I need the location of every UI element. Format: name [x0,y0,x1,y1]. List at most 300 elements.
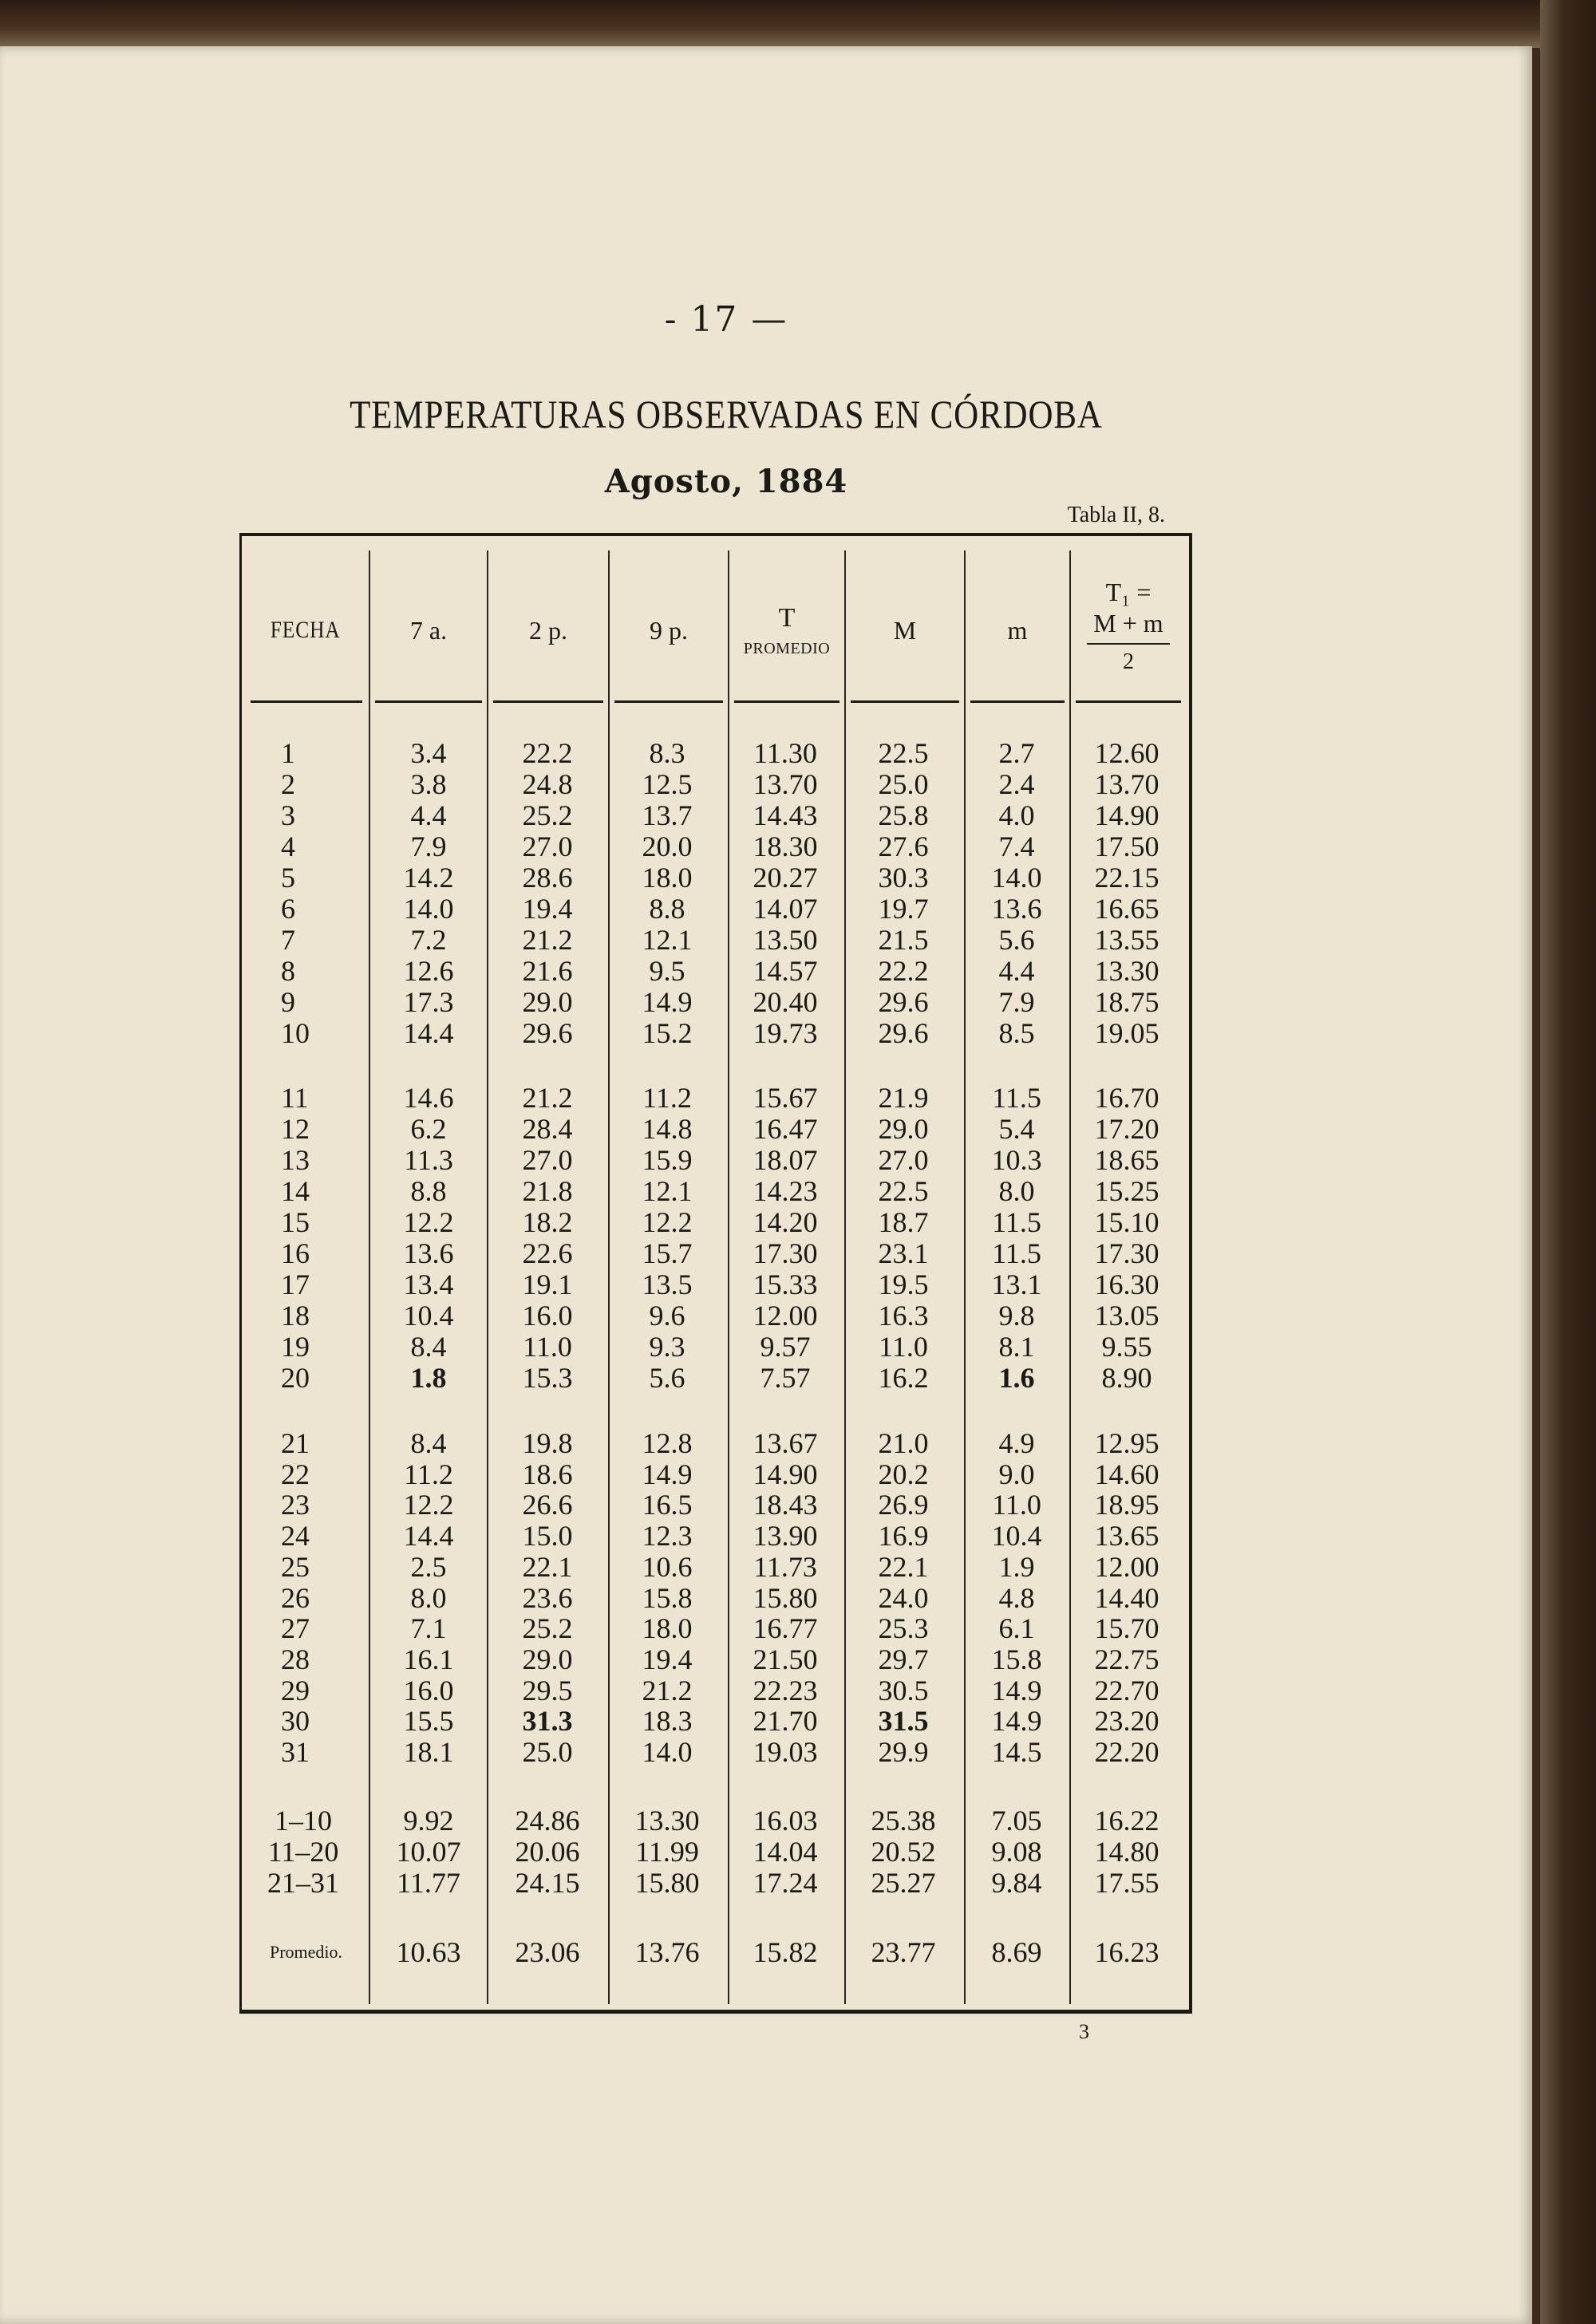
value-cell: 8.4 [410,1331,447,1363]
value-cell: 11.2 [404,1458,453,1490]
value-cell: 18.7 [878,1206,929,1238]
value-cell: 21.0 [878,1427,929,1459]
value-cell: 24.15 [515,1867,580,1899]
value-cell: 18.1 [403,1736,454,1768]
value-cell: 13.90 [753,1520,818,1553]
value-cell: 21.70 [753,1705,818,1738]
table-reference: Tabla II, 8. [1067,503,1165,527]
fecha-cell: 28 [281,1643,310,1675]
fecha-cell: 13 [281,1144,310,1176]
value-cell: 5.4 [998,1113,1035,1145]
value-cell: 13.65 [1094,1520,1159,1553]
value-cell: 13.6 [403,1237,454,1269]
value-cell: 13.30 [1094,955,1159,987]
value-cell: 19.4 [642,1643,693,1675]
header-t1-line3: 2 [1123,649,1134,674]
value-cell: 11.3 [404,1144,453,1176]
value-cell: 1.6 [998,1362,1035,1394]
value-cell: 16.70 [1094,1082,1159,1114]
value-cell: 21.2 [522,1082,573,1114]
value-cell: 29.7 [878,1643,929,1675]
value-cell: 20.0 [642,831,693,862]
value-cell: 14.40 [1094,1581,1159,1614]
header-rule [375,700,482,703]
value-cell: 5.6 [649,1362,685,1394]
value-cell: 14.20 [753,1206,818,1238]
value-cell: 3.8 [410,768,447,800]
value-cell: 16.23 [1094,1936,1159,1968]
fecha-cell: 21 [281,1427,310,1459]
value-cell: 19.1 [522,1269,573,1300]
value-cell: 14.5 [991,1736,1042,1768]
value-cell: 24.0 [878,1581,929,1614]
value-cell: 29.0 [878,1113,929,1145]
value-cell: 14.9 [642,986,693,1018]
header-rule [851,700,959,703]
value-cell: 14.0 [991,862,1042,894]
value-cell: 15.82 [753,1936,818,1968]
fecha-cell: 23 [281,1489,310,1521]
value-cell: 11.5 [992,1237,1041,1269]
value-cell: 25.3 [878,1612,929,1645]
header-min [967,598,1068,662]
value-cell: 12.3 [642,1520,693,1553]
value-cell: 29.9 [878,1736,929,1768]
value-cell: 22.2 [522,737,573,769]
value-cell: 13.7 [642,799,693,831]
header-fecha [243,598,367,662]
fecha-cell: 7 [281,924,295,956]
value-cell: 20.06 [515,1836,580,1868]
value-cell: 16.5 [642,1489,693,1521]
fecha-cell: 19 [281,1331,310,1363]
value-cell: 15.3 [522,1362,573,1394]
value-cell: 17.24 [753,1867,818,1899]
header-t-promedio [731,598,843,662]
value-cell: 18.75 [1094,986,1159,1018]
column-divider [728,550,729,2004]
value-cell: 15.80 [634,1867,700,1899]
value-cell: 26.9 [878,1489,929,1521]
value-cell: 21.6 [522,955,573,987]
value-cell: 13.55 [1094,924,1159,956]
value-cell: 15.9 [642,1144,693,1176]
value-cell: 12.2 [403,1206,454,1238]
value-cell: 21.8 [522,1175,573,1207]
value-cell: 20.2 [878,1458,929,1490]
fecha-cell: 1 [281,737,295,769]
value-cell: 18.3 [642,1705,693,1738]
value-cell: 9.8 [998,1300,1035,1332]
header-rule [1076,700,1181,703]
value-cell: 10.07 [396,1836,461,1868]
value-cell: 12.00 [753,1300,818,1332]
value-cell: 15.67 [753,1082,818,1114]
value-cell: 15.2 [642,1017,693,1049]
value-cell: 16.1 [403,1643,454,1675]
value-cell: 14.43 [753,799,818,831]
promedio-label: Promedio. [269,1942,343,1962]
value-cell: 12.1 [642,1175,693,1207]
value-cell: 16.22 [1094,1805,1159,1837]
value-cell: 16.03 [753,1805,818,1837]
value-cell: 31.3 [522,1705,573,1738]
value-cell: 14.57 [753,955,818,987]
value-cell: 17.55 [1094,1867,1159,1899]
value-cell: 11.99 [635,1836,699,1868]
value-cell: 14.9 [642,1458,693,1490]
value-cell: 14.90 [753,1458,818,1490]
value-cell: 29.0 [522,986,573,1018]
value-cell: 30.5 [878,1674,929,1707]
value-cell: 19.73 [753,1017,818,1049]
value-cell: 16.77 [753,1612,818,1645]
fecha-cell: 16 [281,1237,310,1269]
value-cell: 9.84 [991,1867,1042,1899]
value-cell: 10.63 [396,1936,461,1968]
header-max-label: M [893,615,917,645]
header-7a-label: 7 a. [409,615,448,645]
value-cell: 8.69 [991,1936,1042,1968]
value-cell: 22.75 [1094,1643,1159,1675]
value-cell: 25.2 [522,799,573,831]
header-7a [372,598,485,662]
header-t-sublabel: PROMEDIO [743,639,831,657]
value-cell: 22.2 [878,955,929,987]
value-cell: 25.2 [522,1612,573,1645]
value-cell: 19.4 [522,893,573,925]
value-cell: 29.6 [878,1017,929,1049]
value-cell: 1.8 [410,1362,447,1394]
value-cell: 15.70 [1094,1612,1159,1645]
fecha-cell: 3 [281,799,295,831]
value-cell: 11.30 [753,737,817,769]
value-cell: 20.52 [871,1836,936,1868]
value-cell: 8.1 [998,1331,1035,1363]
page-number: - 17 — [664,299,788,340]
value-cell: 15.80 [753,1581,818,1614]
value-cell: 7.1 [410,1612,447,1645]
value-cell: 7.9 [998,986,1035,1018]
fecha-cell: 10 [281,1017,310,1049]
value-cell: 12.2 [403,1489,454,1521]
header-t1 [1073,558,1184,694]
value-cell: 11.73 [753,1550,817,1583]
value-cell: 16.47 [753,1113,818,1145]
value-cell: 25.8 [878,799,929,831]
value-cell: 5.6 [998,924,1035,956]
fecha-cell: 18 [281,1300,310,1332]
header-t-label: T [778,602,796,633]
value-cell: 20.40 [753,986,818,1018]
value-cell: 18.95 [1094,1489,1159,1521]
value-cell: 10.4 [991,1520,1042,1553]
value-cell: 9.6 [649,1300,685,1332]
value-cell: 14.4 [403,1017,454,1049]
value-cell: 14.6 [403,1082,454,1114]
value-cell: 10.3 [991,1144,1042,1176]
fecha-cell: 15 [281,1206,310,1238]
value-cell: 18.2 [522,1206,573,1238]
value-cell: 13.30 [634,1805,700,1837]
value-cell: 12.60 [1094,737,1159,769]
value-cell: 27.0 [522,1144,573,1176]
fecha-cell: 22 [281,1458,310,1490]
value-cell: 15.5 [403,1705,454,1738]
header-rule [614,700,723,703]
value-cell: 4.4 [998,955,1035,987]
value-cell: 18.6 [522,1458,573,1490]
value-cell: 22.6 [522,1237,573,1269]
value-cell: 14.9 [991,1674,1042,1707]
value-cell: 21.5 [878,924,929,956]
fecha-cell: 14 [281,1175,310,1207]
value-cell: 24.86 [515,1805,580,1837]
value-cell: 31.5 [878,1705,929,1738]
value-cell: 23.1 [878,1237,929,1269]
value-cell: 17.30 [1094,1237,1159,1269]
value-cell: 22.5 [878,1175,929,1207]
value-cell: 1.9 [998,1550,1035,1583]
value-cell: 25.38 [871,1805,936,1837]
value-cell: 13.5 [642,1269,693,1300]
value-cell: 15.8 [991,1643,1042,1675]
value-cell: 23.20 [1094,1705,1159,1738]
value-cell: 12.00 [1094,1550,1159,1583]
value-cell: 8.3 [649,737,685,769]
value-cell: 15.10 [1094,1206,1159,1238]
value-cell: 13.6 [991,893,1042,925]
value-cell: 4.4 [410,799,447,831]
book-top-edge [0,0,1596,48]
value-cell: 29.5 [522,1674,573,1707]
value-cell: 13.4 [403,1269,454,1300]
value-cell: 7.4 [998,831,1035,862]
fecha-cell: 27 [281,1612,310,1645]
value-cell: 11.0 [523,1331,572,1363]
value-cell: 11.2 [642,1082,692,1114]
value-cell: 14.80 [1094,1836,1159,1868]
value-cell: 22.1 [878,1550,929,1583]
value-cell: 19.03 [753,1736,818,1768]
fecha-cell: 12 [281,1113,310,1145]
value-cell: 28.4 [522,1113,573,1145]
value-cell: 22.1 [522,1550,573,1583]
header-rule [970,700,1065,703]
value-cell: 28.6 [522,862,573,894]
fecha-cell: 24 [281,1520,310,1553]
value-cell: 25.0 [878,768,929,800]
header-t1-line1: T₁ = [1105,578,1152,606]
header-min-label: m [1007,615,1028,645]
fecha-cell: 17 [281,1269,310,1300]
value-cell: 17.3 [403,986,454,1018]
header-2p [490,598,606,662]
value-cell: 12.95 [1094,1427,1159,1459]
value-cell: 10.4 [403,1300,454,1332]
value-cell: 9.57 [760,1331,811,1363]
value-cell: 14.2 [403,862,454,894]
value-cell: 8.5 [998,1017,1035,1049]
value-cell: 11.77 [397,1867,460,1899]
value-cell: 12.6 [403,955,454,987]
fecha-cell: 20 [281,1362,310,1394]
value-cell: 21.50 [753,1643,818,1675]
value-cell: 10.6 [642,1550,693,1583]
value-cell: 8.4 [410,1427,447,1459]
value-cell: 18.0 [642,1612,693,1645]
header-9p-label: 9 p. [650,615,688,645]
value-cell: 16.0 [403,1674,454,1707]
value-cell: 14.90 [1094,799,1159,831]
value-cell: 18.43 [753,1489,818,1521]
value-cell: 2.4 [998,768,1035,800]
value-cell: 15.33 [753,1269,818,1300]
value-cell: 8.8 [410,1175,447,1207]
value-cell: 13.76 [634,1936,700,1968]
value-cell: 6.1 [998,1612,1035,1645]
value-cell: 4.9 [998,1427,1035,1459]
value-cell: 13.05 [1094,1300,1159,1332]
value-cell: 21.9 [878,1082,929,1114]
fecha-cell: 8 [281,955,295,987]
fecha-cell: 25 [281,1550,310,1583]
value-cell: 16.0 [522,1300,573,1332]
fecha-cell: 5 [281,862,295,894]
value-cell: 18.65 [1094,1144,1159,1176]
value-cell: 17.50 [1094,831,1159,862]
value-cell: 22.23 [753,1674,818,1707]
value-cell: 27.6 [878,831,929,862]
column-divider [1069,550,1071,2004]
value-cell: 9.08 [991,1836,1042,1868]
value-cell: 14.4 [403,1520,454,1553]
value-cell: 7.05 [991,1805,1042,1837]
value-cell: 3.4 [410,737,447,769]
fecha-cell: 1–10 [275,1805,332,1837]
value-cell: 13.67 [753,1427,818,1459]
value-cell: 29.6 [522,1017,573,1049]
book-binding-edge [1540,0,1596,2324]
value-cell: 22.70 [1094,1674,1159,1707]
value-cell: 6.2 [410,1113,447,1145]
value-cell: 17.20 [1094,1113,1159,1145]
value-cell: 15.0 [522,1520,573,1553]
header-2p-label: 2 p. [529,615,567,645]
header-max [847,598,962,662]
value-cell: 30.3 [878,862,929,894]
value-cell: 22.20 [1094,1736,1159,1768]
value-cell: 21.2 [522,924,573,956]
value-cell: 11.0 [992,1489,1041,1521]
value-cell: 11.0 [879,1331,928,1363]
value-cell: 22.15 [1094,862,1159,894]
value-cell: 7.57 [760,1362,811,1394]
fecha-cell: 29 [281,1674,310,1707]
value-cell: 15.7 [642,1237,693,1269]
value-cell: 8.8 [649,893,685,925]
value-cell: 23.06 [515,1936,580,1968]
signature-mark: 3 [1079,2020,1089,2043]
value-cell: 7.9 [410,831,447,862]
value-cell: 12.2 [642,1206,693,1238]
value-cell: 18.30 [753,831,818,862]
value-cell: 14.8 [642,1113,693,1145]
value-cell: 16.2 [878,1362,929,1394]
value-cell: 25.27 [871,1867,936,1899]
value-cell: 16.3 [878,1300,929,1332]
value-cell: 13.70 [753,768,818,800]
column-divider [964,550,966,2004]
value-cell: 15.8 [642,1581,693,1614]
value-cell: 9.55 [1101,1331,1152,1363]
value-cell: 22.5 [878,737,929,769]
header-t1-line2: M + m [1087,607,1169,645]
value-cell: 16.30 [1094,1269,1159,1300]
value-cell: 13.1 [991,1269,1042,1300]
header-9p [611,598,726,662]
value-cell: 8.90 [1101,1362,1152,1394]
value-cell: 2.5 [410,1550,447,1583]
fecha-cell: 2 [281,768,295,800]
value-cell: 4.8 [998,1581,1035,1614]
fecha-cell: 30 [281,1705,310,1738]
value-cell: 8.0 [410,1581,447,1614]
value-cell: 9.0 [998,1458,1035,1490]
value-cell: 13.70 [1094,768,1159,800]
value-cell: 17.30 [753,1237,818,1269]
value-cell: 23.77 [871,1936,936,1968]
value-cell: 4.0 [998,799,1035,831]
value-cell: 12.8 [642,1427,693,1459]
fecha-cell: 9 [281,986,295,1018]
value-cell: 2.7 [998,737,1035,769]
header-rule [251,700,362,703]
value-cell: 8.0 [998,1175,1035,1207]
value-cell: 11.5 [992,1206,1041,1238]
column-divider [844,550,846,2004]
value-cell: 27.0 [878,1144,929,1176]
value-cell: 16.65 [1094,893,1159,925]
value-cell: 19.7 [878,893,929,925]
value-cell: 14.60 [1094,1458,1159,1490]
value-cell: 20.27 [753,862,818,894]
value-cell: 14.9 [991,1705,1042,1738]
fecha-cell: 6 [281,893,295,925]
value-cell: 15.25 [1094,1175,1159,1207]
value-cell: 12.1 [642,924,693,956]
value-cell: 14.04 [753,1836,818,1868]
value-cell: 14.23 [753,1175,818,1207]
value-cell: 9.3 [649,1331,685,1363]
header-rule [493,700,603,703]
value-cell: 9.92 [403,1805,454,1837]
value-cell: 25.0 [522,1736,573,1768]
header-fecha-label: FECHA [270,617,341,643]
value-cell: 16.9 [878,1520,929,1553]
value-cell: 14.0 [403,893,454,925]
fecha-cell: 11–20 [267,1836,339,1868]
column-divider [487,550,488,2004]
page-title: TEMPERATURAS OBSERVADAS EN CÓRDOBA [350,392,1103,436]
fecha-cell: 21–31 [267,1867,339,1899]
value-cell: 26.6 [522,1489,573,1521]
page-subtitle: Agosto, 1884 [604,463,848,500]
fecha-cell: 4 [281,831,295,862]
value-cell: 27.0 [522,831,573,862]
fecha-cell: 31 [281,1736,310,1768]
value-cell: 18.0 [642,862,693,894]
